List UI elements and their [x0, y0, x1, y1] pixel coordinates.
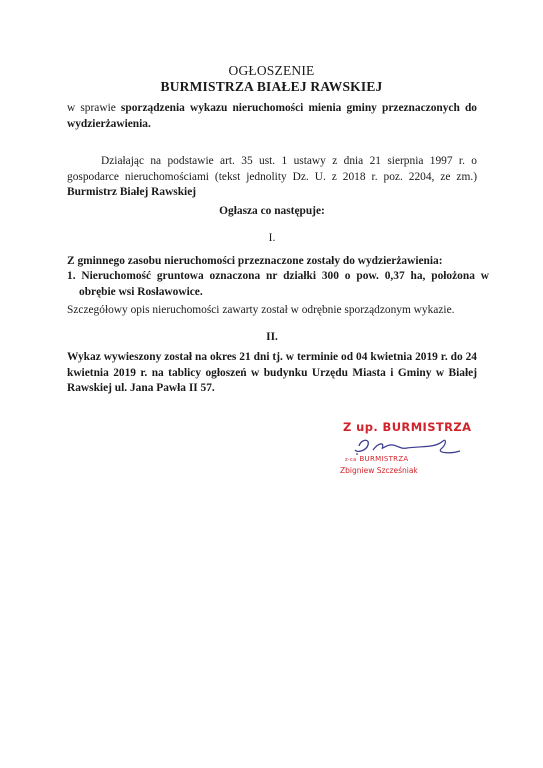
intro-paragraph: [67, 154, 477, 201]
signature-role-prefix: z-ca: [345, 457, 357, 463]
signature-role: [345, 455, 409, 463]
document-issuer: BURMISTRZA BIAŁEJ RAWSKIEJ: [160, 79, 383, 94]
intro-text: Działając na podstawie art. 35 ust. 1 ustawy z dnia 21 sierpnia 1997 r. o gospodarce nieruchomościami (tekst jednolity Dz. U. z 2018 r. poz. 2204, ze zm.): [67, 155, 477, 183]
signature-role-title: BURMISTRZA: [359, 455, 409, 463]
section-1-heading: Z gminnego zasobu nieruchomości przeznaczone zostały do wydzierżawienia:: [67, 255, 443, 267]
section-1-numeral: I.: [268, 232, 276, 244]
signature-name: Zbigniew Szcześniak: [340, 466, 418, 475]
section-2-numeral: II.: [266, 331, 278, 343]
signature-on-behalf: Z up. BURMISTRZA: [343, 420, 472, 434]
document-title: OGŁOSZENIE: [228, 63, 315, 78]
subject-prefix: w sprawie: [67, 102, 121, 114]
intro-bold: Burmistrz Białej Rawskiej: [67, 186, 197, 198]
description-paragraph: Szczegółowy opis nieruchomości zawarty został w odrębnie sporządzonym wykazie.: [67, 304, 455, 316]
property-item: 1. Nieruchomość gruntowa oznaczona nr działki 300 o pow. 0,37 ha, położona w obrębie wsi Rosławowice.: [67, 270, 489, 298]
signature-stamp: [335, 420, 475, 490]
announce-heading: Ogłasza co następuje:: [219, 205, 325, 217]
posting-paragraph: Wykaz wywieszony został na okres 21 dni tj. w terminie od 04 kwietnia 2019 r. do 24 kwietnia 2019 r. na tablicy ogłoszeń w budynku Urzędu Miasta i Gminy w Białej Rawskiej ul. Jana Pawła II 57.: [67, 351, 477, 394]
subject-paragraph: [67, 101, 477, 132]
subject-bold: sporządzenia wykazu nieruchomości mienia gminy przeznaczonych do wydzierżawienia.: [67, 102, 477, 130]
